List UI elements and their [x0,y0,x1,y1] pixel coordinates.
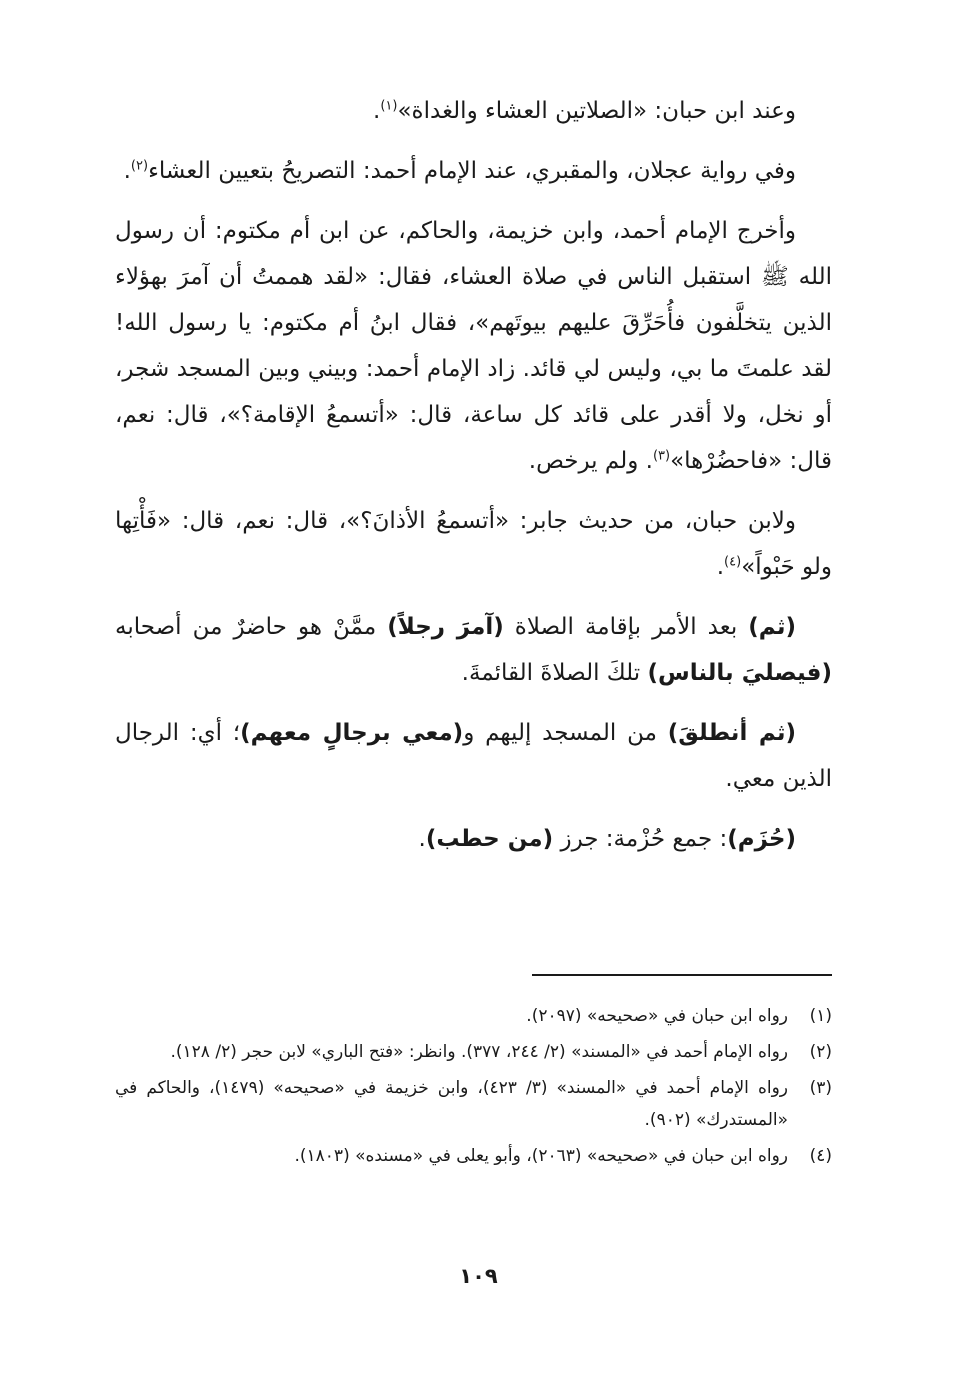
footnote-number: (٢) [809,1042,832,1062]
explanation-1 [115,604,832,696]
footnote-number: (٤) [809,1146,832,1166]
explanation-3-text-1: : جمع حُزْمة: جرز [553,826,728,852]
explanation-2-term-1: (ثم أنطلقَ) [667,720,797,746]
explanation-1-term-2: (آمرَ رجلاً) [387,614,504,640]
footnote-ref-1: (١) [380,98,398,114]
footnote-number: (٣) [809,1078,832,1098]
footnote-separator [532,974,832,976]
page-number: ١٠٩ [459,1264,498,1288]
paragraph-2 [115,148,832,194]
paragraph-3-text: وأخرج الإمام أحمد، وابن خزيمة، والحاكم، عن ابن أم مكتوم: أن رسول الله ﷺ استقبل الناس في صلاة العشاء، فقال: «لقد هممتُ أن آمرَ بهؤلاء الذين يتخلَّفون فأُحَرِّقَ عليهم بيوتَهم»، فقال ابنُ أم مكتوم: يا رسول الله! لقد علمتَ ما بي، وليس لي قائد. زاد الإمام أحمد: وبيني وبين المسجد شجر، أو نخل، ولا أقدر على قائد كل ساعة، قال: «أتسمعُ الإقامة؟»، قال: نعم، قال: «فاحضُرْها» [115,218,832,474]
footnote-2 [115,1036,832,1068]
paragraph-1-tail: . [373,98,381,124]
footnote-ref-4: (٤) [724,554,742,570]
explanation-2-term-2: (معي برجالٍ معهم) [240,720,464,746]
footnote-1 [115,1000,832,1032]
footnote-text: رواه ابن حبان في «صحيحه» (٢٠٦٣)، وأبو يعلى في «مسنده» (١٨٠٣). [294,1146,788,1166]
explanation-3-text-2: . [418,826,426,852]
footnote-ref-3: (٣) [652,448,671,464]
paragraph-1-text: وعند ابن حبان: «الصلاتين العشاء والغداة» [397,98,796,124]
footnote-text: رواه الإمام أحمد في «المسند» (٢/ ٢٤٤، ٣٧٧). وانظر: «فتح الباري» لابن حجر (٢/ ١٢٨). [170,1042,788,1062]
footnote-3 [115,1072,832,1136]
page-body [115,88,832,876]
explanation-2-text-1: من المسجد إليهم و [463,720,668,746]
explanation-1-term-1: (ثم) [748,614,796,640]
explanation-2-text-2: ؛ أي: الرجال الذين معي. [115,720,832,792]
paragraph-3 [115,208,832,484]
footnote-text: رواه الإمام أحمد في «المسند» (٣/ ٤٢٣)، وابن خزيمة في «صحيحه» (١٤٧٩)، والحاكم في «المستدرك» (٩٠٢). [115,1078,788,1130]
paragraph-2-text: وفي رواية عجلان، والمقبري، عند الإمام أحمد: التصريحُ بتعيين العشاء [148,158,796,184]
paragraph-4-text: ولابن حبان، من حديث جابر: «أتسمعُ الأذانَ؟»، قال: نعم، قال: «فَأْتِها ولو حَبْواً» [115,508,832,580]
explanation-1-text-3: تلكَ الصلاةَ القائمةَ. [461,660,648,686]
footnote-number: (١) [809,1006,832,1026]
explanation-2 [115,710,832,802]
footnotes [115,1000,832,1176]
explanation-1-term-3: (فيصليَ بالناس) [647,660,832,686]
explanation-1-text-1: بعد الأمر بإقامة الصلاة [503,614,749,640]
footnote-4 [115,1140,832,1172]
paragraph-3-tail: . ولم يرخص. [528,448,653,474]
explanation-3-term-1: (حُزَم) [727,826,796,852]
explanation-1-text-2: ممَّنْ هو حاضرٌ من أصحابه [115,614,388,640]
explanation-3 [115,816,832,862]
explanation-3-term-2: (من حطب) [425,826,554,852]
footnote-ref-2: (٢) [130,158,149,174]
paragraph-1 [115,88,832,134]
paragraph-4 [115,498,832,590]
footnote-text: رواه ابن حبان في «صحيحه» (٢٠٩٧). [526,1006,788,1026]
paragraph-2-tail: . [123,158,131,184]
paragraph-4-tail: . [716,554,725,580]
